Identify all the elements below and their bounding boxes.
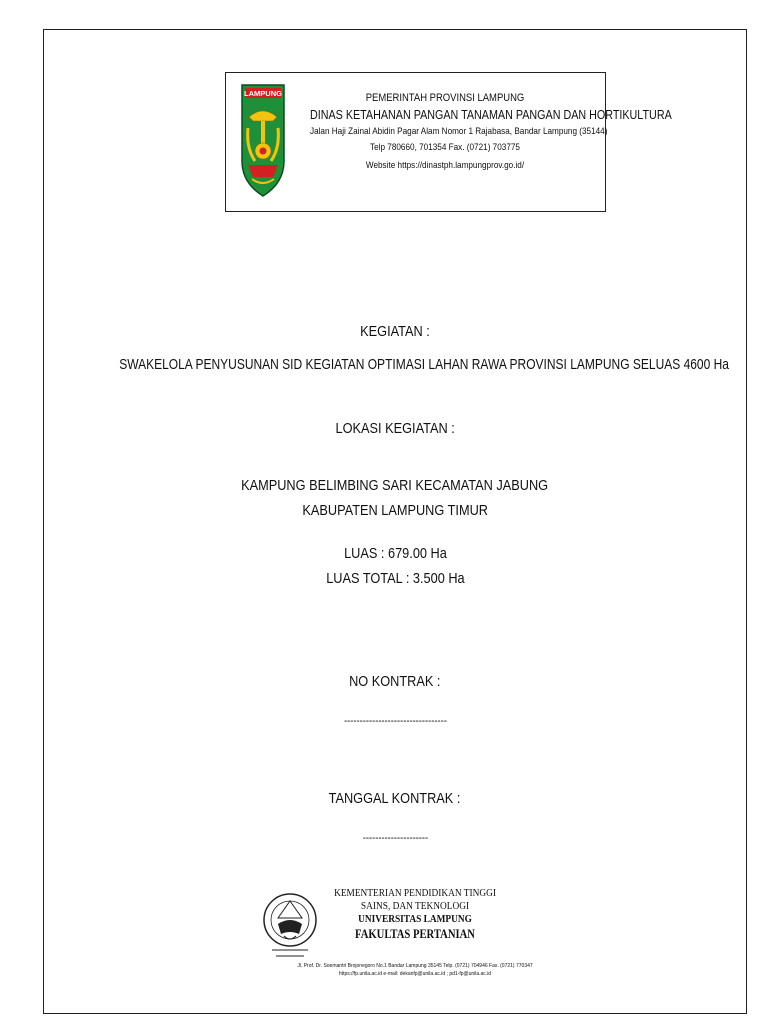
tanggal-kontrak-value: --------------------- bbox=[362, 832, 428, 844]
luas-total: LUAS TOTAL : 3.500 Ha bbox=[325, 570, 465, 587]
no-kontrak-value: --------------------------------- bbox=[343, 715, 447, 727]
lokasi-line-1: KAMPUNG BELIMBING SARI KECAMATAN JABUNG bbox=[241, 477, 549, 494]
svg-text:LAMPUNG: LAMPUNG bbox=[244, 89, 282, 98]
lokasi-label: LOKASI KEGIATAN : bbox=[335, 420, 455, 437]
university-name: UNIVERSITAS LAMPUNG bbox=[358, 913, 472, 925]
letterhead-text bbox=[309, 92, 672, 171]
university-contact-line: https://fp.unila.ac.id e-mail: dekanfp@unila.ac.id ; pd1-fp@unila.ac.id bbox=[338, 971, 492, 977]
university-header bbox=[305, 887, 525, 942]
letterhead-line-phone: Telp 780660, 701354 Fax. (0721) 703775 bbox=[370, 142, 520, 153]
kegiatan-label: KEGIATAN : bbox=[360, 323, 430, 340]
tanggal-kontrak-label: TANGGAL KONTRAK : bbox=[329, 790, 461, 807]
letterhead-line-agency: DINAS KETAHANAN PANGAN TANAMAN PANGAN DAN HORTIKULTURA bbox=[309, 108, 672, 122]
letterhead-line-address: Jalan Haji Zainal Abidin Pagar Alam Nomor 1 Rajabasa, Bandar Lampung (35144) bbox=[309, 125, 608, 137]
letterhead-line-website: Website https://dinastph.lampungprov.go.id/ bbox=[365, 159, 525, 171]
letterhead-line-government: PEMERINTAH PROVINSI LAMPUNG bbox=[365, 92, 525, 104]
luas: LUAS : 679.00 Ha bbox=[343, 545, 447, 562]
faculty-name: FAKULTAS PERTANIAN bbox=[355, 927, 475, 941]
lampung-emblem-icon bbox=[240, 83, 286, 198]
lokasi-line-2: KABUPATEN LAMPUNG TIMUR bbox=[302, 502, 488, 519]
university-address bbox=[230, 962, 600, 978]
ministry-line-2: SAINS, DAN TEKNOLOGI bbox=[360, 900, 470, 912]
university-address-line-1: Jl. Prof. Dr. Soemantri Brojonegoro No.1 Bandar Lampung 35145 Telp. (0721) 704946 Fax. (0721) 770347 bbox=[297, 963, 533, 969]
ministry-line-1: KEMENTERIAN PENDIDIKAN TINGGI bbox=[334, 887, 496, 899]
kegiatan-value: SWAKELOLA PENYUSUNAN SID KEGIATAN OPTIMASI LAHAN RAWA PROVINSI LAMPUNG SELUAS 4600 Ha bbox=[119, 356, 729, 373]
letterhead bbox=[225, 72, 672, 212]
no-kontrak-label: NO KONTRAK : bbox=[349, 673, 441, 690]
